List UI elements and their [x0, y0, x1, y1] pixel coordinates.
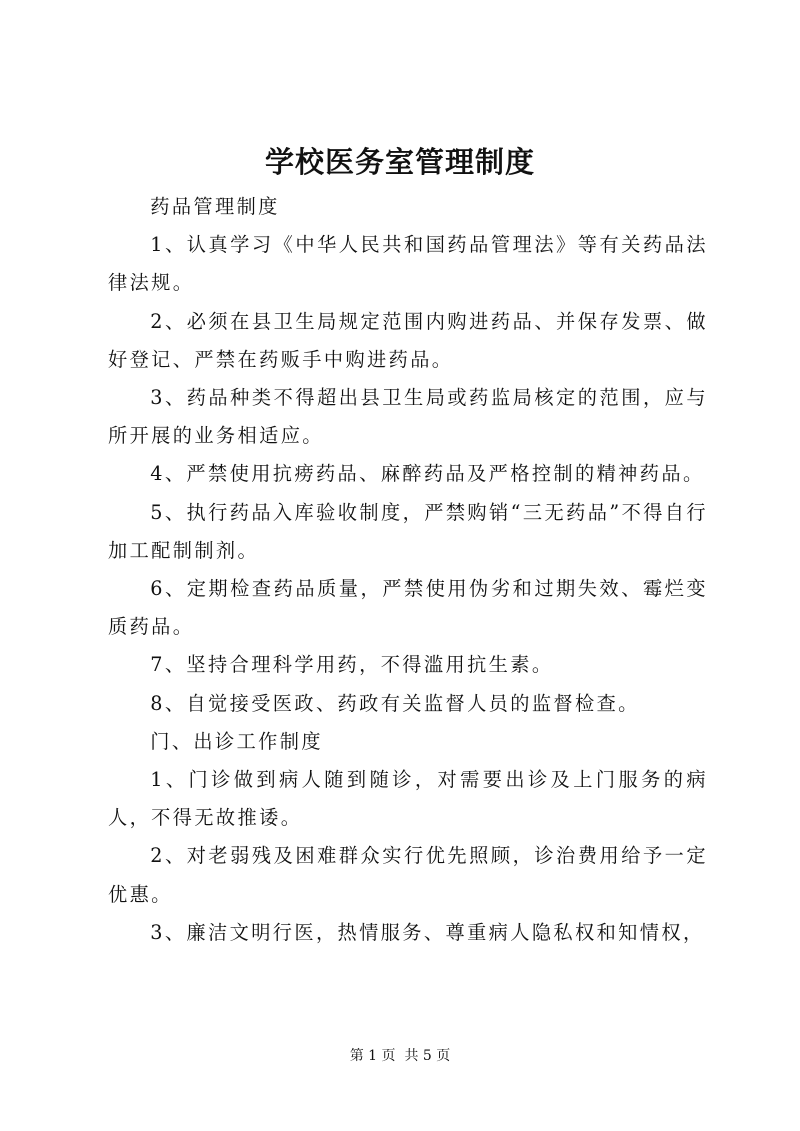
paragraph: 7、坚持合理科学用药，不得滥用抗生素。: [150, 653, 554, 677]
paragraph: 8、自觉接受医政、药政有关监督人员的监督检查。: [150, 691, 640, 715]
paragraph: 5、执行药品入库验收制度，严禁购销“三无药品”不得自行加工配制制剂。: [108, 500, 708, 562]
paragraph: 4、严禁使用抗痨药品、麻醉药品及严格控制的精神药品。: [150, 462, 705, 486]
section-heading-clinic-service: 门、出诊工作制度: [150, 729, 323, 753]
paragraph: 2、必须在县卫生局规定范围内购进药品、并保存发票、做好登记、严禁在药贩手中购进药品。: [108, 309, 708, 371]
paragraph: 1、门诊做到病人随到随诊，对需要出诊及上门服务的病人，不得无故推诿。: [108, 768, 708, 830]
paragraph: 1、认真学习《中华人民共和国药品管理法》等有关药品法律法规。: [108, 233, 708, 295]
page-number: 第 1 页: [349, 1048, 396, 1064]
document-title: 学校医务室管理制度: [264, 145, 535, 179]
section-heading-drug-management: 药品管理制度: [150, 195, 280, 218]
page-footer: [0, 1046, 800, 1066]
paragraph: 6、定期检查药品质量，严禁使用伪劣和过期失效、霉烂变质药品。: [108, 577, 708, 639]
paragraph: 2、对老弱残及困难群众实行优先照顾，诊治费用给予一定优惠。: [108, 844, 708, 906]
paragraph: 3、药品种类不得超出县卫生局或药监局核定的范围，应与所开展的业务相适应。: [108, 386, 708, 448]
page-total: 共 5 页: [404, 1048, 451, 1064]
paragraph: 3、廉洁文明行医，热情服务、尊重病人隐私权和知情权，: [150, 920, 705, 944]
document-body: [108, 188, 708, 952]
